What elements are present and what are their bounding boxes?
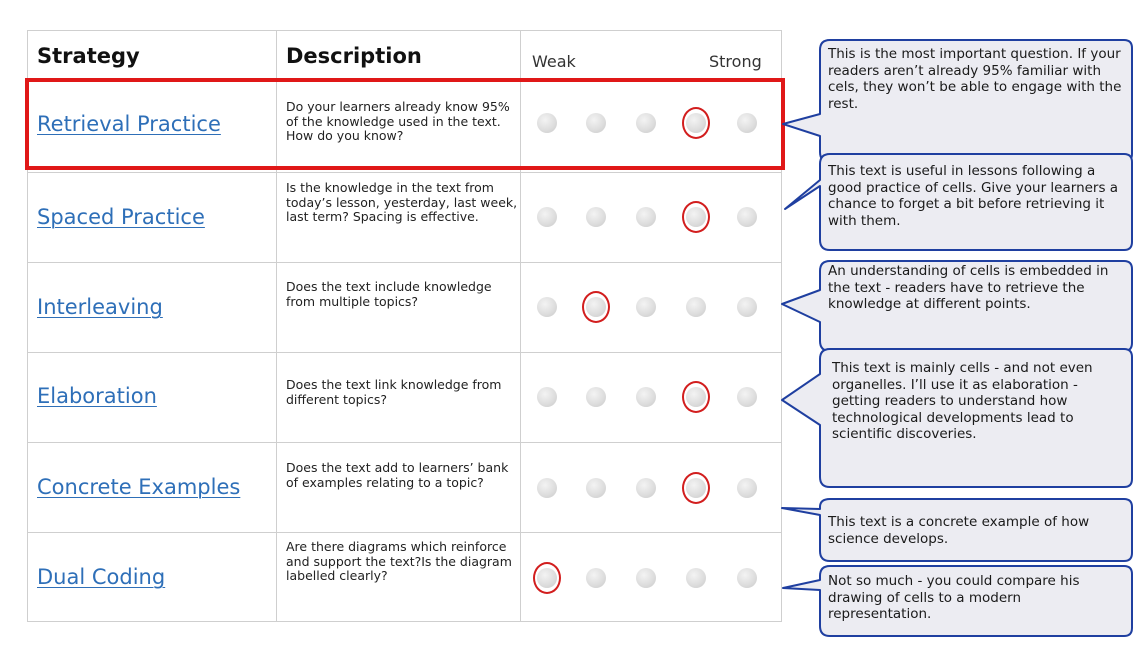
header-weak: Weak	[532, 52, 576, 71]
strategy-link-spaced-practice[interactable]: Spaced Practice	[37, 205, 205, 229]
strategy-link-elaboration[interactable]: Elaboration	[37, 384, 157, 408]
callout-text-elaboration: This text is mainly cells - and not even organelles. I’ll use it as elaboration - getting readers to understand how technological developments lead to scientific discoveries.	[832, 360, 1093, 442]
callout-text-concrete: This text is a concrete example of how science develops.	[828, 514, 1090, 547]
strategy-link-interleaving[interactable]: Interleaving	[37, 295, 163, 319]
description-elaboration: Does the text link knowledge from different topics?	[286, 377, 502, 407]
description-concrete-examples: Does the text add to learners’ bank of examples relating to a topic?	[286, 460, 509, 490]
description-spaced-practice: Is the knowledge in the text from today’s lesson, yesterday, last week, last term? Spacing is effective.	[286, 180, 518, 224]
header-strategy: Strategy	[37, 44, 140, 68]
strategy-link-retrieval-practice[interactable]: Retrieval Practice	[37, 112, 221, 136]
strategy-link-concrete-examples[interactable]: Concrete Examples	[37, 475, 241, 499]
callout-text-spaced: This text is useful in lessons following a good practice of cells. Give your learners a chance to forget a bit before retrieving it with them.	[828, 163, 1119, 229]
description-interleaving: Does the text include knowledge from multiple topics?	[286, 279, 492, 309]
callout-text-interleaving: An understanding of cells is embedded in the text - readers have to retrieve the knowledge at different points.	[828, 263, 1109, 312]
header-strong: Strong	[709, 52, 762, 71]
description-retrieval-practice: Do your learners already know 95% of the knowledge used in the text. How do you know?	[286, 99, 510, 143]
callout-text-dual-coding: Not so much - you could compare his drawing of cells to a modern representation.	[828, 573, 1080, 622]
description-dual-coding: Are there diagrams which reinforce and support the text?Is the diagram labelled clearly?	[286, 539, 512, 583]
strategy-link-dual-coding[interactable]: Dual Coding	[37, 565, 166, 589]
header-description: Description	[286, 44, 422, 68]
callout-text-retrieval: This is the most important question. If your readers aren’t already 95% familiar with cels, they won’t be able to engage with the rest.	[828, 46, 1122, 112]
